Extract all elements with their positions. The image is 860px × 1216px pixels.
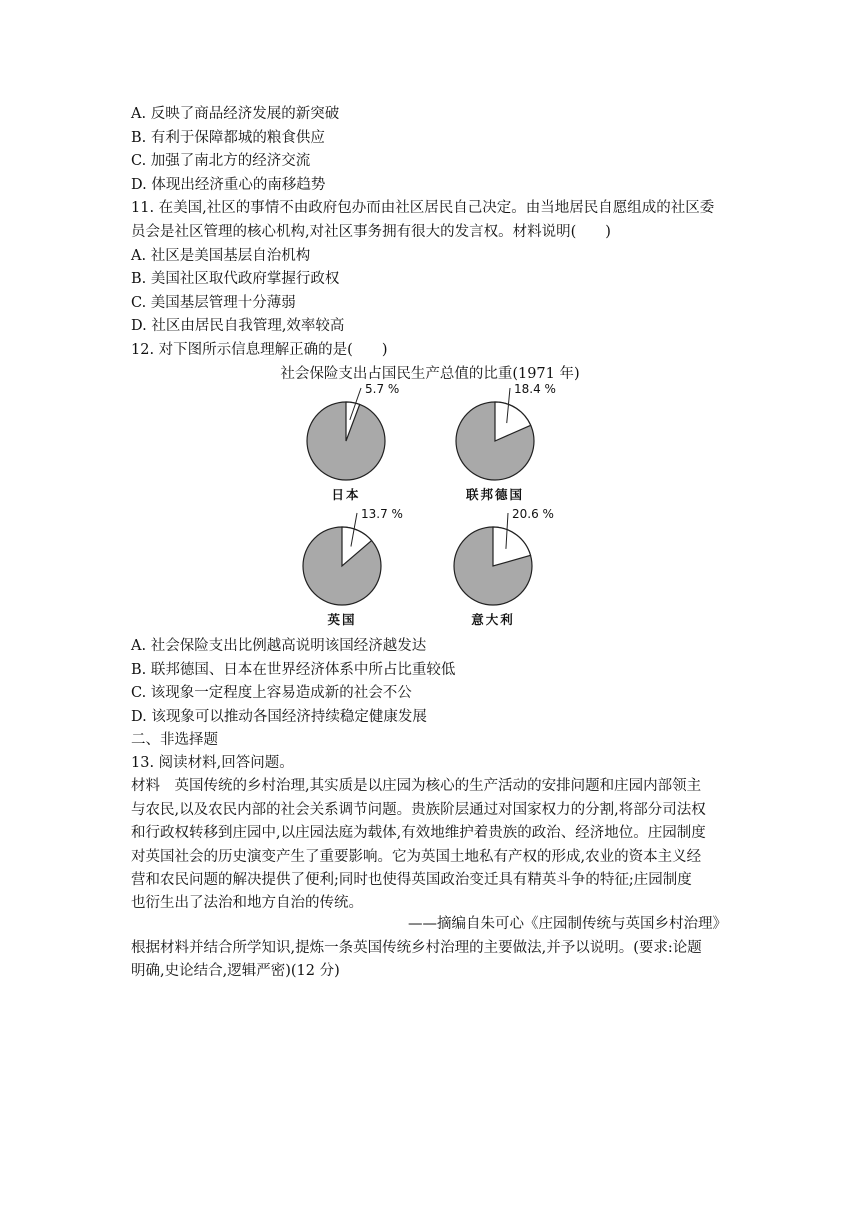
material-source: ——摘编自朱可心《庄园制传统与英国乡村治理》 (408, 916, 727, 932)
q10-option-c: C. 加强了南北方的经济交流 (131, 153, 311, 169)
pie-leader-line (506, 513, 508, 549)
pie-leader-line (350, 388, 361, 420)
q13-stem: 13. 阅读材料,回答问题。 (131, 755, 294, 771)
q13-material-line6: 也衍生出了法治和地方自治的传统。 (131, 895, 363, 911)
pie-remainder-slice (303, 527, 381, 605)
q13-material-line5: 营和农民问题的解决提供了便利;同时也使得英国政治变迁具有精英斗争的特征;庄园制度 (131, 872, 692, 888)
pie-1 (307, 382, 399, 502)
pie-remainder-slice (456, 402, 534, 480)
chart-title: 社会保险支出占国民生产总值的比重(1971 年) (280, 366, 580, 382)
q12-option-b: B. 联邦德国、日本在世界经济体系中所占比重较低 (131, 662, 456, 678)
pie-remainder-slice (454, 527, 532, 605)
pie-share-slice (493, 527, 531, 566)
q13-material-line3: 和行政权转移到庄园中,以庄园法庭为载体,有效地维护着贵族的政治、经济地位。庄园制度 (131, 825, 706, 841)
q13-material-line1: 材料 英国传统的乡村治理,其实质是以庄园为核心的生产活动的安排问题和庄园内部领主 (131, 778, 702, 794)
q12-stem: 12. 对下图所示信息理解正确的是( ) (131, 342, 388, 358)
q11-option-c: C. 美国基层管理十分薄弱 (131, 295, 296, 311)
pie-3 (303, 507, 403, 627)
pie-remainder-slice (307, 402, 385, 480)
q13-material-line2: 与农民,以及农民内部的社会关系调节问题。贵族阶层通过对国家权力的分割,将部分司法权 (131, 802, 706, 818)
q11-option-b: B. 美国社区取代政府掌握行政权 (131, 271, 340, 287)
q11-option-a: A. 社区是美国基层自治机构 (131, 248, 311, 264)
pie-share-slice (342, 527, 372, 566)
q12-option-a: A. 社会保险支出比例越高说明该国经济越发达 (131, 638, 427, 654)
pie-4 (454, 507, 554, 627)
pie-country-label: 联邦德国 (465, 487, 525, 502)
pie-share-slice (346, 402, 360, 441)
q10-option-b: B. 有利于保障都城的粮食供应 (131, 130, 325, 146)
pie-value-label: 5.7 % (365, 382, 400, 396)
pie-value-label: 18.4 % (514, 382, 556, 396)
q10-option-a: A. 反映了商品经济发展的新突破 (131, 106, 340, 122)
pie-country-label: 意大利 (471, 612, 515, 627)
q11-option-d: D. 社区由居民自我管理,效率较高 (131, 318, 345, 334)
q10-option-d: D. 体现出经济重心的南移趋势 (131, 177, 326, 193)
q11-stem-line1: 11. 在美国,社区的事情不由政府包办而由社区居民自己决定。由当地居民自愿组成的社区委 (131, 200, 715, 216)
pie-country-label: 英国 (327, 612, 357, 627)
q13-question-line2: 明确,史论结合,逻辑严密)(12 分) (131, 963, 340, 979)
section-heading: 二、非选择题 (131, 732, 218, 748)
q12-option-d: D. 该现象可以推动各国经济持续稳定健康发展 (131, 709, 427, 725)
pie-country-label: 日本 (331, 487, 361, 502)
pie-value-label: 20.6 % (512, 507, 554, 521)
q11-stem-line2: 员会是社区管理的核心机构,对社区事务拥有很大的发言权。材料说明( ) (131, 224, 611, 240)
q13-material-line4: 对英国社会的历史演变产生了重要影响。它为英国土地私有产权的形成,农业的资本主义经 (131, 849, 702, 865)
pie-leader-line (351, 513, 357, 547)
pie-leader-line (507, 388, 510, 423)
q12-option-c: C. 该现象一定程度上容易造成新的社会不公 (131, 685, 412, 701)
pie-value-label: 13.7 % (361, 507, 403, 521)
q13-question-line1: 根据材料并结合所学知识,提炼一条英国传统乡村治理的主要做法,并予以说明。(要求:论题 (131, 940, 702, 956)
pie-share-slice (495, 402, 531, 441)
pie-2 (456, 382, 556, 502)
